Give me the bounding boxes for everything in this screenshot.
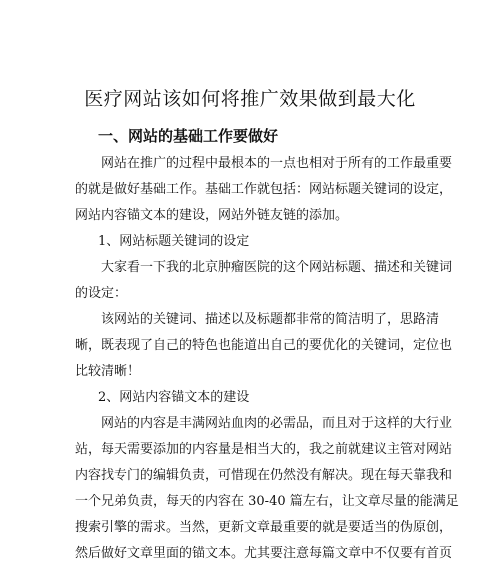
subsection-heading-2: 2、网站内容锚文本的建设 xyxy=(98,390,250,405)
text-line: 的就是做好基础工作。基础工作就包括：网站标题关键词的设定， xyxy=(75,182,453,197)
text-line: 大家看一下我的北京肿瘤医院的这个网站标题、描述和关键词 xyxy=(101,260,453,275)
item1-paragraph-2 xyxy=(75,307,453,385)
text-line: 网站的内容是丰满网站血肉的必需品，而且对于这样的大行业 xyxy=(101,416,453,431)
text-line: 网站在推广的过程中最根本的一点也相对于所有的工作最重要 xyxy=(101,156,453,171)
section-heading: 一、网站的基础工作要做好 xyxy=(98,127,279,145)
document-title: 医疗网站该如何将推广效果做到最大化 xyxy=(84,88,416,110)
text-line: 搜索引擎的需求。当然，更新文章最重要的就是要适当的伪原创， xyxy=(75,520,453,535)
item1-paragraph-1 xyxy=(75,255,453,307)
text-line: 一个兄弟负责，每天的内容在 30-40 篇左右，让文章尽量的能满足 xyxy=(75,494,459,509)
text-line: 的设定： xyxy=(75,286,128,301)
text-line: 该网站的关键词、描述以及标题都非常的简洁明了，思路清 xyxy=(101,312,440,327)
item2-paragraph-1 xyxy=(75,411,459,567)
text-line: 比较清晰！ xyxy=(75,364,141,379)
text-line: 晰，既表现了自己的特色也能道出自己的要优化的关键词，定位也 xyxy=(75,338,453,353)
text-line: 网站内容锚文本的建设，网站外链友链的添加。 xyxy=(75,208,349,223)
text-line: 然后做好文章里面的锚文本。尤其要注意每篇文章中不仅要有首页 xyxy=(75,546,453,561)
text-line: 站，每天需要添加的内容量是相当大的，我之前就建议主管对网站 xyxy=(75,442,453,457)
subsection-heading-1: 1、网站标题关键词的设定 xyxy=(98,234,250,249)
section1-intro-paragraph xyxy=(75,151,453,229)
text-line: 内容找专门的编辑负责，可惜现在仍然没有解决。现在每天靠我和 xyxy=(75,468,453,483)
